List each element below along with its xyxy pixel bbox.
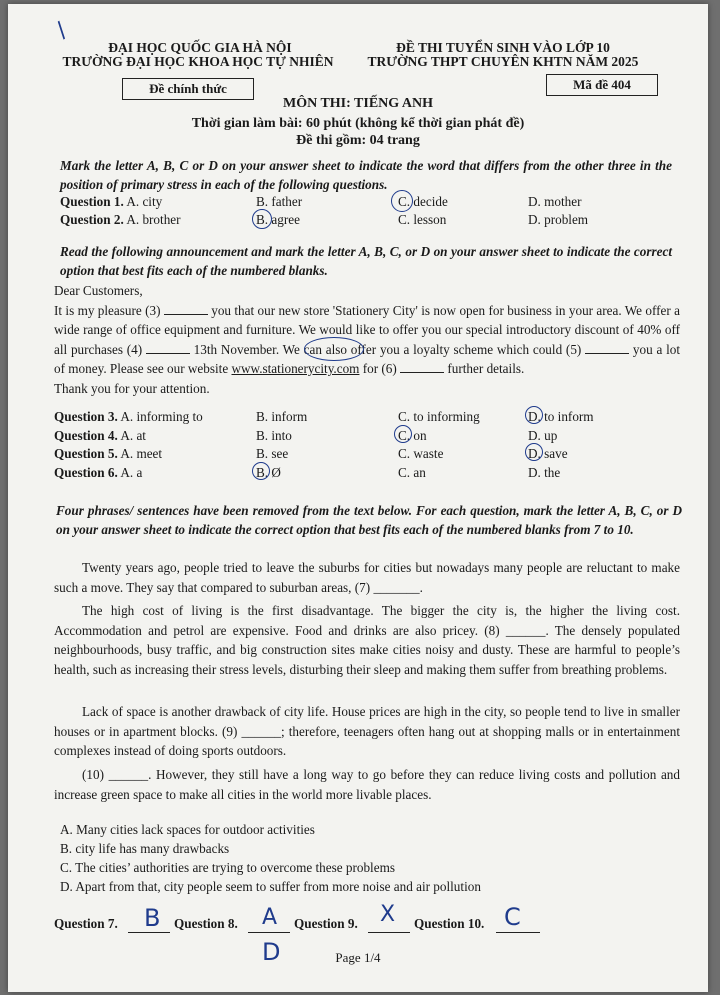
option-d: D. the [528, 465, 561, 480]
passage-paragraph-4: (10) ______. However, they still have a long way to go before they can reduce living costs and pollution and increase green space to make all cities in the world more livable places. [54, 767, 680, 802]
question-label: Question 1. [60, 194, 124, 209]
question-1 [60, 194, 162, 210]
option-c: C. waste [398, 446, 444, 461]
passage-paragraph-3: Lack of space is another drawback of city life. House prices are high in the city, so people tend to live in smaller houses or in apartment blocks. (9) ______; therefore, teenagers often hang out at shopping malls or in entertainment complexes instead of doing sports outdoors. [54, 704, 680, 758]
time-allowed: Thời gian làm bài: 60 phút (không kể thời gian phát đề) [191, 116, 525, 131]
option-d: D. save [528, 446, 568, 461]
option-d: D. Apart from that, city people seem to suffer from more noise and air pollution [60, 879, 481, 894]
option-b: B. see [256, 446, 289, 461]
blank-5 [585, 341, 629, 354]
option-d: D. mother [528, 194, 582, 209]
announcement: Dear Customers, It is my pleasure (3) you that our new store 'Stationery City' is now open for business in your area. We offer a wide range of office equipment and furniture. We would like to offer you our special introductory discount of 40% off all purchases (4) 13th November. We can also offer you a loyalty scheme which could (5) you a lot of money. Please see our website www.stationerycity.com for (6) further details. Thank you for your attention. [54, 283, 681, 396]
handwritten-answer-8: A [262, 905, 278, 930]
answer-label-8: Question 8. [174, 916, 238, 931]
option-c: C. on [398, 428, 427, 443]
option-b: B. into [256, 428, 292, 443]
option-b: B. city life has many drawbacks [60, 841, 230, 856]
question-3: Question 3. A. informing to [54, 409, 203, 424]
question-4: Question 4. A. at [54, 428, 146, 443]
closing: Thank you for your attention. [54, 380, 210, 396]
passage-paragraph-2: The high cost of living is the first disadvantage. The bigger the city is, the higher the living cost. Accommodation and petrol are expensive. Food and drinks are also pricey. (8) ______. The densely populated neighbourhoods, busy traffic, and big construction sites make cities noisy and dusty. These are harmful to people’s health, such as increasing their stress levels, disturbing their sleep and making them suffer from breathing problems. [54, 603, 680, 677]
option-a: A. Many cities lack spaces for outdoor activities [60, 822, 315, 837]
answer-label-7: Question 7. [54, 916, 118, 931]
option-c: C. The cities’ authorities are trying to overcome these problems [60, 860, 395, 875]
passage-paragraph-1: Twenty years ago, people tried to leave the suburbs for cities but nowadays many people are reluctant to make such a move. They say that compared to suburban areas, (7) _______. [54, 560, 680, 595]
answer-circle [252, 209, 272, 229]
option-b: B. Ø [256, 465, 281, 480]
option-d: D. up [528, 428, 558, 443]
question-6: Question 6. A. a [54, 465, 143, 480]
handwritten-answer-7: B [144, 904, 161, 932]
website-link[interactable]: www.stationerycity.com [231, 361, 360, 376]
option-b: B. agree [256, 212, 300, 227]
greeting: Dear Customers, [54, 283, 143, 298]
handwritten-answer-10: C [504, 903, 521, 931]
subject-title: MÔN THI: TIẾNG ANH [282, 96, 433, 111]
page-count: Đề thi gồm: 04 trang [296, 133, 420, 148]
option-c: C. lesson [398, 212, 447, 227]
answer-circle [394, 425, 412, 443]
handwritten-answer-8-revised: D [262, 938, 281, 966]
option-b: B. father [256, 194, 303, 209]
option-a: A. city [126, 194, 163, 209]
question-5: Question 5. A. meet [54, 446, 163, 461]
option-d: D. to inform [528, 409, 594, 424]
question-2 [60, 212, 181, 228]
handwritten-answer-9: X [380, 902, 396, 927]
answer-line-7 [128, 932, 170, 933]
answer-circle [304, 337, 364, 361]
faculty-name: TRƯỜNG ĐẠI HỌC KHOA HỌC TỰ NHIÊN [62, 54, 334, 69]
exam-page [8, 4, 708, 992]
section2-instruction: Read the following announcement and mark the letter A, B, C, or D on your answer sheet to indicate the correct option that best fits each of the numbered blanks. [60, 244, 672, 278]
answer-label-9: Question 9. [294, 916, 358, 931]
answer-circle [252, 462, 270, 480]
answer-circle [525, 406, 543, 424]
answer-line-8 [248, 932, 290, 933]
section3-instruction: Four phrases/ sentences have been removed from the text below. For each question, mark the letter A, B, C, or D on your answer sheet to indicate the correct option that best fits each of the numbered blanks from 7 to 10. [56, 503, 682, 537]
section1-instruction: Mark the letter A, B, C or D on your answer sheet to indicate the word that differs from the other three in the position of primary stress in each of the following questions. [60, 158, 672, 192]
exam-title: ĐỀ THI TUYỂN SINH VÀO LỚP 10 [396, 40, 610, 55]
question-label: Question 2. [60, 212, 124, 227]
option-d: D. problem [528, 212, 589, 227]
option-c: C. decide [398, 194, 448, 209]
page-number: Page 1/4 [335, 950, 381, 965]
blank-6 [400, 360, 444, 373]
option-a: A. brother [126, 212, 181, 227]
exam-code: Mã đề 404 [546, 74, 658, 96]
answer-label-10: Question 10. [414, 916, 485, 931]
option-b: B. inform [256, 409, 308, 424]
blank-3 [164, 302, 208, 315]
university-name: ĐẠI HỌC QUỐC GIA HÀ NỘI [108, 40, 292, 55]
answer-line-9 [368, 932, 410, 933]
option-c: C. to informing [398, 409, 480, 424]
answer-circle [525, 443, 543, 461]
blank-4 [146, 341, 190, 354]
official-label: Đề chính thức [122, 78, 254, 100]
answer-line-10 [496, 932, 540, 933]
school-name: TRƯỜNG THPT CHUYÊN KHTN NĂM 2025 [367, 54, 639, 69]
pen-mark: / [51, 18, 72, 43]
option-c: C. an [398, 465, 426, 480]
answer-circle [391, 190, 413, 212]
